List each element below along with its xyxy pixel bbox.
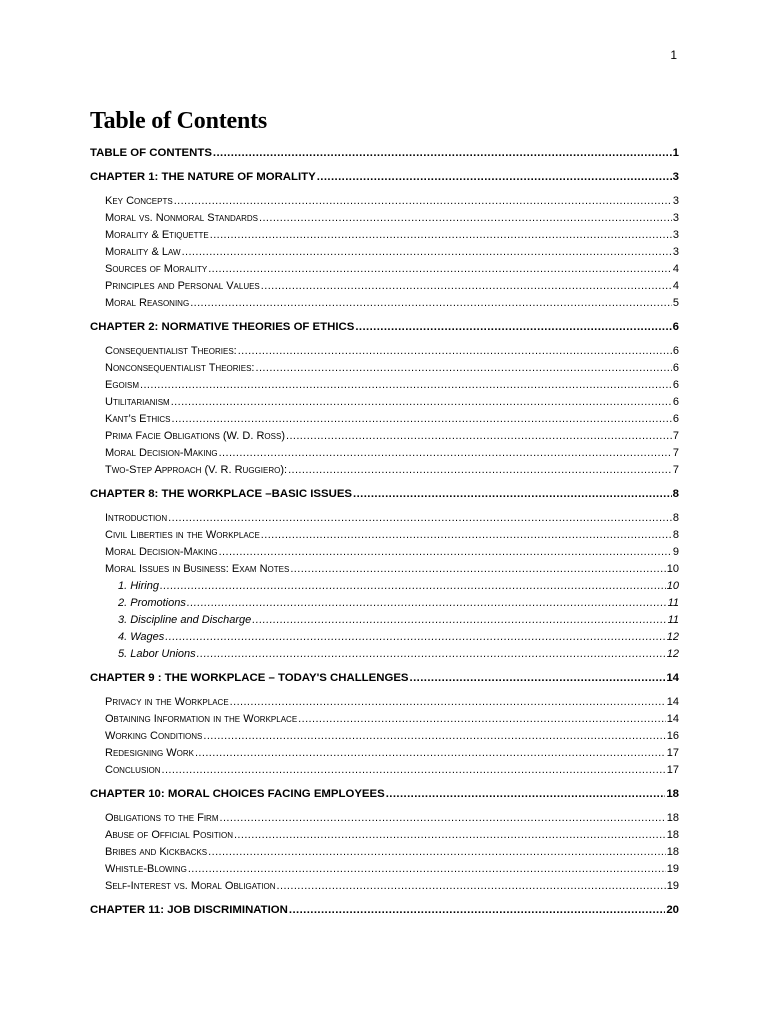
toc-entry-label: Bribes and Kickbacks	[105, 846, 208, 858]
toc-entry-page: 12	[666, 631, 679, 643]
toc-section-entry[interactable]	[90, 810, 679, 827]
toc-section-entry[interactable]	[90, 244, 679, 261]
toc-subsection-entry[interactable]	[90, 612, 679, 629]
toc-entry-label: CHAPTER 11: JOB DISCRIMINATION	[90, 904, 288, 916]
toc-entry-page: 18	[666, 846, 679, 858]
toc-chapter-entry[interactable]	[90, 786, 679, 803]
toc-chapter-entry[interactable]	[90, 902, 679, 919]
toc-entry-label: Introduction	[105, 512, 168, 524]
toc-dot-leader	[190, 295, 672, 312]
toc-dot-leader	[188, 861, 666, 878]
toc-dot-leader	[162, 762, 666, 779]
toc-entry-label: Moral Decision-Making	[105, 546, 218, 558]
toc-dot-leader	[140, 377, 672, 394]
toc-dot-leader	[210, 227, 672, 244]
toc-entry-label: 3. Discipline and Discharge	[118, 614, 252, 626]
toc-dot-leader	[219, 544, 672, 561]
toc-entry-label: Abuse of Official Position	[105, 829, 233, 841]
toc-entry-label: Whistle-Blowing	[105, 863, 187, 875]
toc-dot-leader	[195, 745, 666, 762]
toc-entry-page: 6	[672, 321, 679, 333]
toc-dot-leader	[219, 445, 672, 462]
toc-section-entry[interactable]	[90, 762, 679, 779]
toc-entry-page: 7	[672, 447, 679, 459]
toc-entry-label: Obtaining Information in the Workplace	[105, 713, 298, 725]
table-of-contents	[90, 145, 679, 919]
toc-entry-label: Principles and Personal Values	[105, 280, 260, 292]
toc-entry-label: Moral Reasoning	[105, 297, 190, 309]
toc-section-entry[interactable]	[90, 210, 679, 227]
toc-dot-leader	[286, 428, 672, 445]
toc-entry-label: CHAPTER 9 : THE WORKPLACE – TODAY'S CHALLENGES	[90, 672, 409, 684]
toc-entry-page: 19	[666, 863, 679, 875]
toc-dot-leader	[252, 612, 666, 629]
toc-section-entry[interactable]	[90, 411, 679, 428]
toc-section-entry[interactable]	[90, 360, 679, 377]
toc-entry-label: Moral vs. Nonmoral Standards	[105, 212, 258, 224]
toc-entry-label: 5. Labor Unions	[118, 648, 196, 660]
toc-entry-label: Obligations to the Firm	[105, 812, 219, 824]
page-number: 1	[670, 48, 677, 62]
toc-dot-leader	[259, 210, 672, 227]
toc-section-entry[interactable]	[90, 261, 679, 278]
toc-section-entry[interactable]	[90, 227, 679, 244]
toc-dot-leader	[165, 629, 665, 646]
toc-entry-label: Redesigning Work	[105, 747, 194, 759]
toc-entry-page: 3	[672, 195, 679, 207]
toc-dot-leader	[230, 694, 666, 711]
toc-dot-leader	[174, 193, 672, 210]
toc-section-entry[interactable]	[90, 462, 679, 479]
toc-entry-page: 6	[672, 345, 679, 357]
toc-entry-label: Self-Interest vs. Moral Obligation	[105, 880, 276, 892]
toc-chapter-entry[interactable]	[90, 319, 679, 336]
toc-entry-label: Egoism	[105, 379, 140, 391]
toc-section-entry[interactable]	[90, 878, 679, 895]
toc-dot-leader	[203, 728, 665, 745]
toc-entry-label: CHAPTER 10: MORAL CHOICES FACING EMPLOYEES	[90, 788, 385, 800]
toc-subsection-entry[interactable]	[90, 578, 679, 595]
toc-dot-leader	[234, 827, 666, 844]
toc-section-entry[interactable]	[90, 561, 679, 578]
toc-dot-leader	[410, 670, 666, 687]
toc-dot-leader	[182, 244, 672, 261]
toc-entry-label: Consequentialist Theories:	[105, 345, 237, 357]
toc-entry-label: Sources of Morality	[105, 263, 208, 275]
toc-section-entry[interactable]	[90, 711, 679, 728]
toc-section-entry[interactable]	[90, 694, 679, 711]
toc-entry-page: 11	[667, 614, 679, 626]
toc-entry-label: Moral Decision-Making	[105, 447, 218, 459]
toc-entry-label: Key Concepts	[105, 195, 173, 207]
toc-entry-page: 17	[666, 747, 679, 759]
toc-dot-leader	[256, 360, 672, 377]
toc-dot-leader	[317, 169, 672, 186]
toc-dot-leader	[187, 595, 667, 612]
toc-entry-page: 10	[666, 580, 679, 592]
toc-section-entry[interactable]	[90, 510, 679, 527]
toc-dot-leader	[208, 261, 672, 278]
toc-dot-leader	[238, 343, 672, 360]
toc-entry-label: Kant’s Ethics	[105, 413, 171, 425]
toc-entry-page: 19	[666, 880, 679, 892]
toc-entry-label: Moral Issues in Business: Exam Notes	[105, 563, 290, 575]
toc-entry-label: 2. Promotions	[118, 597, 186, 609]
toc-entry-page: 7	[672, 464, 679, 476]
toc-section-entry[interactable]	[90, 295, 679, 312]
toc-chapter-entry[interactable]	[90, 486, 679, 503]
toc-entry-page: 16	[666, 730, 679, 742]
toc-entry-page: 8	[672, 488, 679, 500]
toc-subsection-entry[interactable]	[90, 595, 679, 612]
toc-entry-label: Privacy in the Workplace	[105, 696, 229, 708]
toc-section-entry[interactable]	[90, 527, 679, 544]
toc-entry-label: TABLE OF CONTENTS	[90, 147, 212, 159]
toc-entry-label: 1. Hiring	[118, 580, 159, 592]
toc-dot-leader	[289, 902, 665, 919]
toc-entry-page: 20	[666, 904, 679, 916]
toc-entry-label: Nonconsequentialist Theories:	[105, 362, 255, 374]
toc-dot-leader	[172, 411, 672, 428]
toc-chapter-entry[interactable]	[90, 145, 679, 162]
toc-dot-leader	[261, 527, 672, 544]
toc-entry-label: Two-Step Approach (V. R. Ruggiero):	[105, 464, 288, 476]
toc-entry-page: 6	[672, 362, 679, 374]
toc-dot-leader	[220, 810, 666, 827]
toc-entry-page: 3	[672, 229, 679, 241]
toc-entry-page: 5	[672, 297, 679, 309]
toc-section-entry[interactable]	[90, 428, 679, 445]
toc-section-entry[interactable]	[90, 827, 679, 844]
toc-entry-page: 17	[666, 764, 679, 776]
toc-entry-page: 3	[672, 246, 679, 258]
toc-entry-label: CHAPTER 2: NORMATIVE THEORIES OF ETHICS	[90, 321, 355, 333]
toc-entry-page: 4	[672, 263, 679, 275]
toc-dot-leader	[288, 462, 672, 479]
toc-dot-leader	[355, 319, 671, 336]
toc-section-entry[interactable]	[90, 278, 679, 295]
toc-dot-leader	[197, 646, 666, 663]
toc-dot-leader	[290, 561, 665, 578]
toc-entry-page: 3	[672, 171, 679, 183]
toc-section-entry[interactable]	[90, 394, 679, 411]
toc-section-entry[interactable]	[90, 745, 679, 762]
toc-dot-leader	[160, 578, 666, 595]
toc-entry-page: 7	[672, 430, 679, 442]
toc-entry-label: Morality & Law	[105, 246, 181, 258]
toc-chapter-entry[interactable]	[90, 169, 679, 186]
toc-entry-page: 6	[672, 413, 679, 425]
toc-chapter-entry[interactable]	[90, 670, 679, 687]
toc-entry-page: 18	[666, 812, 679, 824]
toc-section-entry[interactable]	[90, 728, 679, 745]
toc-dot-leader	[277, 878, 666, 895]
toc-dot-leader	[386, 786, 666, 803]
toc-dot-leader	[168, 510, 672, 527]
toc-entry-page: 14	[666, 713, 679, 725]
toc-entry-label: Prima Facie Obligations (W. D. Ross)	[105, 430, 285, 442]
toc-dot-leader	[261, 278, 672, 295]
toc-dot-leader	[353, 486, 672, 503]
toc-title: Table of Contents	[90, 108, 268, 134]
toc-dot-leader	[171, 394, 672, 411]
toc-dot-leader	[298, 711, 666, 728]
toc-dot-leader	[213, 145, 672, 162]
toc-entry-label: Utilitarianism	[105, 396, 170, 408]
toc-section-entry[interactable]	[90, 377, 679, 394]
toc-section-entry[interactable]	[90, 193, 679, 210]
toc-entry-page: 18	[666, 829, 679, 841]
toc-entry-label: 4. Wages	[118, 631, 165, 643]
toc-entry-label: Civil Liberties in the Workplace	[105, 529, 260, 541]
toc-entry-label: Working Conditions	[105, 730, 203, 742]
toc-entry-label: Morality & Etiquette	[105, 229, 209, 241]
toc-entry-page: 11	[667, 597, 679, 609]
toc-entry-page: 18	[666, 788, 679, 800]
toc-section-entry[interactable]	[90, 861, 679, 878]
toc-section-entry[interactable]	[90, 343, 679, 360]
toc-entry-page: 4	[672, 280, 679, 292]
toc-section-entry[interactable]	[90, 445, 679, 462]
toc-entry-page: 10	[666, 563, 679, 575]
toc-section-entry[interactable]	[90, 844, 679, 861]
toc-entry-page: 12	[666, 648, 679, 660]
toc-entry-page: 9	[672, 546, 679, 558]
toc-subsection-entry[interactable]	[90, 646, 679, 663]
toc-entry-label: CHAPTER 8: THE WORKPLACE –BASIC ISSUES	[90, 488, 353, 500]
toc-section-entry[interactable]	[90, 544, 679, 561]
toc-entry-page: 6	[672, 379, 679, 391]
toc-entry-label: CHAPTER 1: THE NATURE OF MORALITY	[90, 171, 316, 183]
toc-entry-page: 14	[666, 672, 679, 684]
toc-entry-label: Conclusion	[105, 764, 161, 776]
toc-dot-leader	[208, 844, 666, 861]
toc-entry-page: 6	[672, 396, 679, 408]
toc-entry-page: 14	[666, 696, 679, 708]
toc-entry-page: 1	[672, 147, 679, 159]
toc-entry-page: 3	[672, 212, 679, 224]
toc-entry-page: 8	[672, 529, 679, 541]
toc-subsection-entry[interactable]	[90, 629, 679, 646]
toc-entry-page: 8	[672, 512, 679, 524]
